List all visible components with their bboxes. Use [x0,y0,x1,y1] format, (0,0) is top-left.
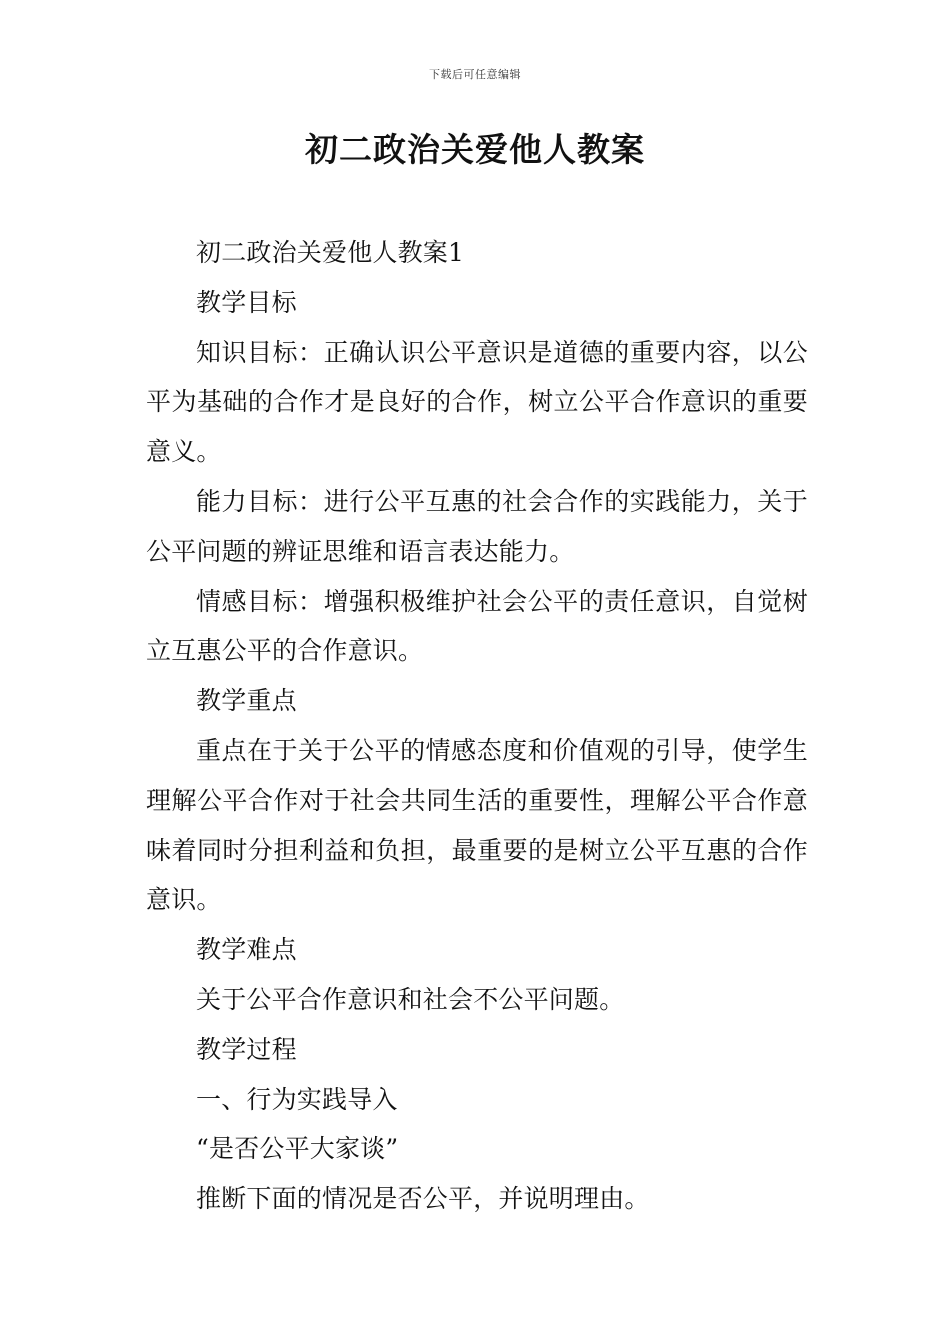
activity-title: “是否公平大家谈” [196,1134,399,1164]
heading-teaching-difficulty: 教学难点 [196,935,297,965]
heading-teaching-process: 教学过程 [196,1034,297,1064]
paragraph-instruction: 推断下面的情况是否公平，并说明理由。 [196,1184,650,1214]
paragraph-ability-goal: 能力目标：进行公平互惠的社会合作的实践能力，关于公平问题的辨证思维和语言表达能力。 [146,486,808,566]
document-title: 初二政治关爱他人教案 [305,130,645,169]
paragraph-focus: 重点在于关于公平的情感态度和价值观的引导，使学生理解公平合作对于社会共同生活的重要性，理解公平合作意味着同时分担利益和负担，最重要的是树立公平互惠的合作意识。 [146,735,808,915]
section-heading-lesson: 初二政治关爱他人教案1 [196,238,465,267]
heading-step-one: 一、行为实践导入 [196,1084,398,1114]
heading-teaching-focus: 教学重点 [196,686,297,716]
paragraph-knowledge-goal: 知识目标：正确认识公平意识是道德的重要内容，以公平为基础的合作才是良好的合作，树立公平合作意识的重要意义。 [146,337,808,467]
document-body [146,228,808,1224]
paragraph-emotion-goal: 情感目标：增强积极维护社会公平的责任意识，自觉树立互惠公平的合作意识。 [146,586,808,666]
heading-teaching-goals: 教学目标 [196,287,297,317]
page-header-note: 下载后可任意编辑 [429,68,521,81]
paragraph-difficulty: 关于公平合作意识和社会不公平问题。 [196,984,625,1014]
